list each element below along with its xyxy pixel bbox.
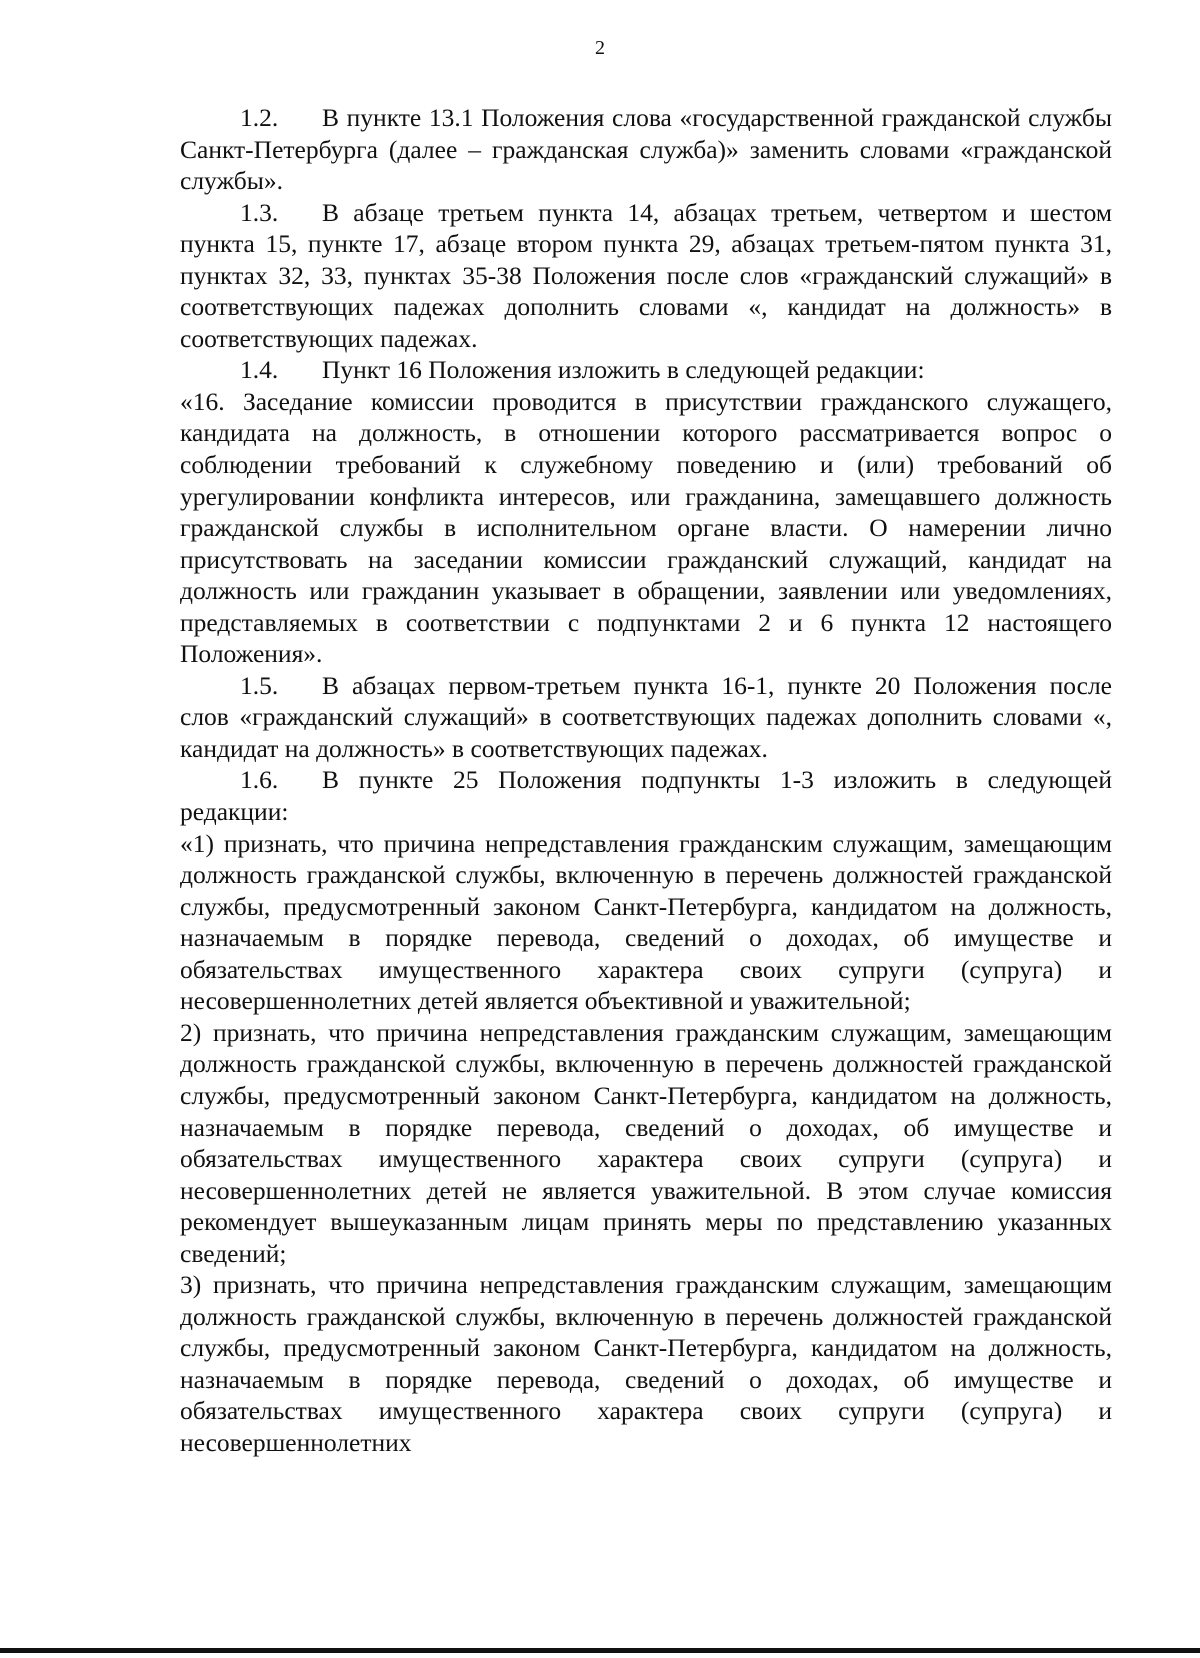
paragraph-text: В абзацах первом-третьем пункта 16-1, пункте 20 Положения после слов «гражданский служащий» в соответствующих падежах дополнить словами «, кандидат на должность» в соответствующих падежах. (180, 670, 1112, 763)
paragraph-number: 1.2. (240, 103, 279, 132)
document-body (180, 102, 1112, 1459)
paragraph-number: 1.4. (240, 355, 279, 385)
paragraph-text: Пункт 16 Положения изложить в следующей редакции: (322, 355, 925, 385)
paragraph-text: В пункте 25 Положения подпункты 1-3 изложить в следующей редакции: (180, 765, 1112, 827)
subclause-1: «1) признать, что причина непредставления гражданским служащим, замещающим должность гражданской службы, включенную в перечень должностей гражданской службы, предусмотренный законом Санкт-Петербурга, кандидатом на должность, назначаемым в порядке перевода, сведений о доходах, об имуществе и обязательствах имущественного характера своих супруги (супруга) и несовершеннолетних детей является объективной и уважительной; (180, 828, 1112, 1016)
paragraph-number: 1.3. (240, 197, 279, 227)
page-number: 2 (595, 37, 605, 59)
paragraph-number: 1.6. (240, 765, 279, 795)
paragraph-1-3 (180, 197, 1112, 355)
bottom-scan-edge (0, 1648, 1200, 1653)
subclause-2: 2) признать, что причина непредставления гражданским служащим, замещающим должность гражданской службы, включенную в перечень должностей гражданской службы, предусмотренный законом Санкт-Петербурга, кандидатом на должность, назначаемым в порядке перевода, сведений о доходах, об имуществе и обязательствах имущественного характера своих супруги (супруга) и несовершеннолетних детей не является уважительной. В этом случае комиссия рекомендует вышеуказанным лицам принять меры по представлению указанных сведений; (180, 1017, 1112, 1268)
paragraph-1-2 (180, 102, 1112, 197)
quoted-clause-16: «16. Заседание комиссии проводится в присутствии гражданского служащего, кандидата на должность, в отношении которого рассматривается вопрос о соблюдении требований к служебному поведению и (или) требований об урегулировании конфликта интересов, или гражданина, замещавшего должность гражданской службы в исполнительном органе власти. О намерении лично присутствовать на заседании комиссии гражданский служащий, кандидат на должность или гражданин указывает в обращении, заявлении или уведомлениях, представляемых в соответствии с подпунктами 2 и 6 пункта 12 настоящего Положения». (180, 386, 1112, 669)
subclause-3: 3) признать, что причина непредставления гражданским служащим, замещающим должность гражданской службы, включенную в перечень должностей гражданской службы, предусмотренный законом Санкт-Петербурга, кандидатом на должность, назначаемым в порядке перевода, сведений о доходах, об имуществе и обязательствах имущественного характера своих супруги (супруга) и несовершеннолетних (180, 1270, 1112, 1457)
paragraph-1-6 (180, 764, 1112, 827)
paragraph-1-4 (180, 354, 1112, 386)
paragraph-1-5 (180, 670, 1112, 765)
paragraph-text: В пункте 13.1 Положения слова «государственной гражданской службы Санкт-Петербурга (далее – гражданская служба)» заменить словами «гражданской службы». (180, 103, 1112, 196)
paragraph-text: В абзаце третьем пункта 14, абзацах третьем, четвертом и шестом пункта 15, пункте 17, абзаце втором пункта 29, абзацах третьем-пятом пункта 31, пунктах 32, 33, пунктах 35-38 Положения после слов «гражданский служащий» в соответствующих падежах дополнить словами «, кандидат на должность» в соответствующих падежах. (180, 197, 1112, 353)
paragraph-number: 1.5. (240, 670, 279, 700)
